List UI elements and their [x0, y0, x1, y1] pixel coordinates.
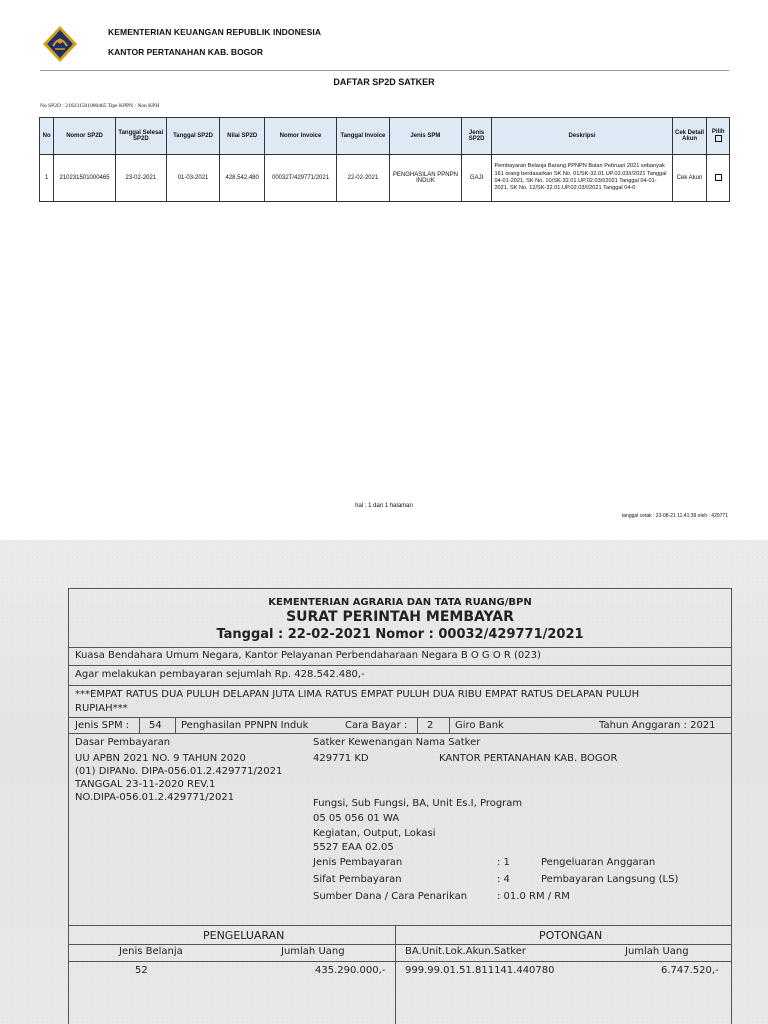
cell-no: 1: [40, 155, 54, 202]
spm-document: [68, 588, 732, 1024]
spm-ministry: KEMENTERIAN AGRARIA DAN TATA RUANG/BPN: [268, 597, 532, 608]
jumlah-uang-header: Jumlah Uang: [281, 946, 345, 957]
cell-divider: [175, 717, 176, 733]
jenis-spm-text: Penghasilan PPNPN Induk: [181, 720, 309, 731]
col-pilih: [707, 118, 730, 155]
kegiatan-header: Kegiatan, Output, Lokasi: [313, 828, 436, 839]
divider: [69, 944, 731, 945]
page-indicator: hal : 1 dari 1 halaman: [355, 503, 413, 509]
divider: [69, 665, 731, 666]
row-select-checkbox[interactable]: [715, 174, 722, 181]
dasar-line-2: (01) DIPANo. DIPA-056.01.2.429771/2021: [75, 766, 283, 777]
jenis-pembayaran-value: : 1: [497, 857, 510, 868]
jenis-pembayaran-text: Pengeluaran Anggaran: [541, 857, 656, 868]
satker-name: KANTOR PERTANAHAN KAB. BOGOR: [439, 753, 618, 764]
sumber-dana-label: Sumber Dana / Cara Penarikan: [313, 891, 468, 902]
divider: [69, 647, 731, 648]
col-deskripsi: Deskripsi: [492, 118, 672, 155]
spm-date-number: Tanggal : 22-02-2021 Nomor : 00032/429771/2021: [216, 627, 584, 642]
jenis-belanja-value: 52: [135, 965, 148, 976]
dasar-label: Dasar Pembayaran: [75, 737, 171, 748]
cell-deskripsi: Pembayaran Belanja Barang PPNPN Bulan Pebruari 2021 sebanyak 161 orang berdasarkan SK No. 01/SK-32.01.UP.02.03/I/2021 Tanggal 04-01-2021, SK No. 10/SK-32.01.UP.02.03/I/2021 Tanggal 04-01-2021, SK No. 12/SK-32.01.UP.02.03/I/2021 Tanggal 04-0: [492, 155, 672, 202]
column-divider: [395, 925, 396, 1024]
ba-unit-value: 999.99.01.51.811141.440780: [405, 965, 555, 976]
spm-agar: Agar melakukan pembayaran sejumlah Rp. 428.542.480,-: [75, 669, 365, 680]
jenis-belanja-header: Jenis Belanja: [119, 946, 183, 957]
cell-tanggal-invoice: 22-02-2021: [336, 155, 389, 202]
print-timestamp: tanggal cetak : 23-08-21 11:41:39 oleh : 429771: [621, 513, 728, 519]
dasar-line-1: UU APBN 2021 NO. 9 TAHUN 2020: [75, 753, 246, 764]
col-jenis-sp2d: Jenis SP2D: [461, 118, 492, 155]
sp2d-meta: No SP2D : 210231501000465 Tipe KPPN : Non KPH: [40, 103, 160, 109]
kegiatan-values: 5527 EAA 02.05: [313, 842, 394, 853]
fungsi-values: 05 05 056 01 WA: [313, 813, 400, 824]
fungsi-header: Fungsi, Sub Fungsi, BA, Unit Es.I, Program: [313, 798, 523, 809]
jenis-pembayaran-label: Jenis Pembayaran: [313, 857, 403, 868]
cell-nilai-sp2d: 428,542,480: [220, 155, 265, 202]
satker-values: 429771 KD: [313, 753, 369, 764]
divider: [69, 961, 731, 962]
spm-title: SURAT PERINTAH MEMBAYAR: [286, 609, 514, 625]
ba-unit-header: BA.Unit.Lok.Akun.Satker: [405, 946, 526, 957]
cara-bayar-label: Cara Bayar :: [345, 720, 408, 731]
col-pilih-label: Pilih: [711, 128, 725, 135]
cell-jenis-spm: PENGHASILAN PPNPN INDUK: [390, 155, 462, 202]
col-tanggal-sp2d: Tanggal SP2D: [166, 118, 219, 155]
col-jenis-spm: Jenis SPM: [390, 118, 462, 155]
sifat-pembayaran-text: Pembayaran Langsung (LS): [541, 874, 679, 885]
ministry-name: KEMENTERIAN KEUANGAN REPUBLIK INDONESIA: [108, 27, 322, 37]
cara-bayar-code: 2: [427, 720, 434, 731]
col-cek-detail-akun: Cek Detail Akun: [672, 118, 707, 155]
cell-nomor-sp2d: 210231501000465: [54, 155, 115, 202]
col-nomor-invoice: Nomor Invoice: [265, 118, 337, 155]
satker-header: Satker Kewenangan Nama Satker: [313, 737, 481, 748]
cell-divider: [139, 717, 140, 733]
cell-pilih: [707, 155, 730, 202]
jenis-spm-code: 54: [149, 720, 162, 731]
cell-divider: [449, 717, 450, 733]
spm-scan-image: [0, 540, 768, 1024]
sifat-pembayaran-label: Sifat Pembayaran: [313, 874, 402, 885]
col-no: No: [40, 118, 54, 155]
spm-terbilang-cont: RUPIAH***: [75, 703, 128, 714]
kemenkeu-logo-icon: [40, 24, 80, 64]
table-header-row: [40, 118, 730, 155]
cek-akun-link[interactable]: Cek Akun: [672, 155, 707, 202]
jumlah-uang-value: 435.290.000,-: [315, 965, 386, 976]
cell-tanggal-selesai: 23-02-2021: [115, 155, 166, 202]
dasar-line-4: NO.DIPA-056.01.2.429771/2021: [75, 792, 235, 803]
header-divider: [40, 70, 729, 71]
cell-tanggal-sp2d: 01-03-2021: [166, 155, 219, 202]
office-name: KANTOR PERTANAHAN KAB. BOGOR: [108, 47, 264, 57]
jenis-spm-label: Jenis SPM :: [75, 720, 130, 731]
page-title: DAFTAR SP2D SATKER: [333, 77, 435, 87]
potongan-header: POTONGAN: [539, 929, 603, 942]
sifat-pembayaran-value: : 4: [497, 874, 510, 885]
sp2d-table: [39, 117, 730, 202]
cara-bayar-text: Giro Bank: [455, 720, 504, 731]
col-nomor-sp2d: Nomor SP2D: [54, 118, 115, 155]
tahun-anggaran: Tahun Anggaran : 2021: [599, 720, 716, 731]
jumlah-uang-header-2: Jumlah Uang: [625, 946, 689, 957]
pengeluaran-header: PENGELUARAN: [203, 929, 285, 942]
divider: [69, 717, 731, 718]
divider: [69, 685, 731, 686]
potongan-value: 6.747.520,-: [661, 965, 719, 976]
cell-jenis-sp2d: GAJI: [461, 155, 492, 202]
spm-terbilang: ***EMPAT RATUS DUA PULUH DELAPAN JUTA LIMA RATUS EMPAT PULUH DUA RIBU EMPAT RATUS DELAPAN PULUH: [75, 689, 640, 700]
table-row: [40, 155, 730, 202]
col-tanggal-selesai: Tanggal Selesai SP2D: [115, 118, 166, 155]
cell-divider: [417, 717, 418, 733]
cell-nomor-invoice: 00032T/429771/2021: [265, 155, 337, 202]
divider: [69, 925, 731, 926]
sumber-dana-value: : 01.0 RM / RM: [497, 891, 570, 902]
col-tanggal-invoice: Tanggal Invoice: [336, 118, 389, 155]
col-nilai-sp2d: Nilai SP2D: [220, 118, 265, 155]
spm-kuasa: Kuasa Bendahara Umum Negara, Kantor Pelayanan Perbendaharaan Negara B O G O R (023): [75, 650, 541, 661]
select-all-checkbox[interactable]: [715, 135, 722, 142]
dasar-line-3: TANGGAL 23-11-2020 REV.1: [75, 779, 216, 790]
divider: [69, 733, 731, 734]
